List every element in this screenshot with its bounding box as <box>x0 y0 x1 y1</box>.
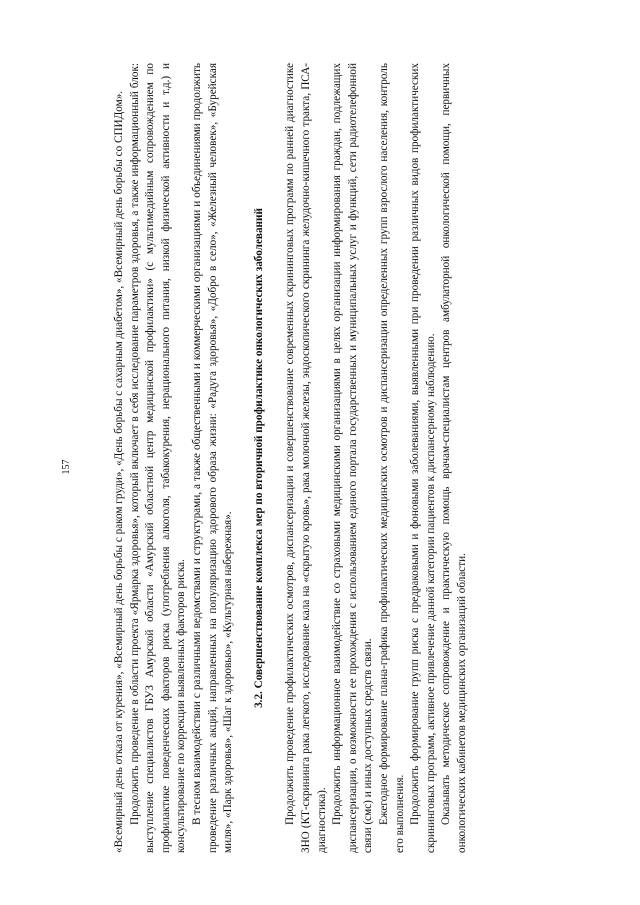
paragraph: Продолжить информационное взаимодействие со страховыми медицинскими организациями в целях организации информирования граждан, подлежащих диспансеризации, о возможности ее прохождения с использованием единого портала государственных и муниципальных услуг и функций, сети радиотелефонной связи (смс) и иных доступных средств связи. <box>331 63 375 853</box>
paragraph: Оказывать методическое сопровождение и практическую помощь врачам-специалистам центров амбулаторной онкологической помощи, первичных онкологических кабинетов медицинских организаций области. <box>440 63 468 853</box>
document-body <box>112 63 470 853</box>
paragraph: Продолжить проведение в области проекта «Ярмарка здоровья», который включает в себя исследование параметров здоровья, а также информационный блок: выступление специалистов ГБУЗ Амурской области «Амурский областной центр медицинской профилактики» (с мультимедийным сопровождением по профилактике поведенческих факторов риска (употребления алкоголя, табакокурения, нерационального питания, низкой физической активности и т.д.) и консультирование по коррекции выявленных факторов риска. <box>128 63 188 853</box>
paragraph: В тесном взаимодействии с различными ведомствами и структурами, а также общественными и коммерческими организациями и объединениями продолжить проведение различных акций, направленных на популяризацию здорового образа жизни: «Радуга здоровья», «Добро в село», «Железный человек», «Бурейская миля», «Парк здоровья», «Шаг к здоровью», «Культурная набережная». <box>190 63 235 853</box>
page-number: 157 <box>61 459 72 475</box>
paragraph: Продолжить формирование групп риска с предраковыми и фоновыми заболеваниями, выявленными при проведении различных видов профилактических скрининговых программ, активное привлечение данной категории пациентов к диспансерному наблюдению. <box>409 63 437 853</box>
paragraph: Ежегодное формирование плана-графика профилактических медицинских осмотров и диспансеризации определенных групп взрослого населения, контроль его выполнения. <box>377 63 406 853</box>
paragraph: Продолжить проведение профилактических осмотров, диспансеризации и совершенствование современных скрининговых программ по ранней диагностике ЗНО (КТ-скрининга рака легкого, исследование кала на «скрытую кровь», рака молочной железы, эндоскопического скрининга желудочно-кишечного тракта, ПСА-диагностика). <box>284 63 328 853</box>
intro-paragraph: «Всемирный день отказа от курения», «Всемирный день борьбы с раком груди», «День борьбы с сахарным диабетом», «Всемирный день борьбы со СПИДом». <box>113 90 125 853</box>
section-heading: 3.2. Совершенствование комплекса мер по вторичной профилактике онкологических заболеваний <box>252 208 265 708</box>
